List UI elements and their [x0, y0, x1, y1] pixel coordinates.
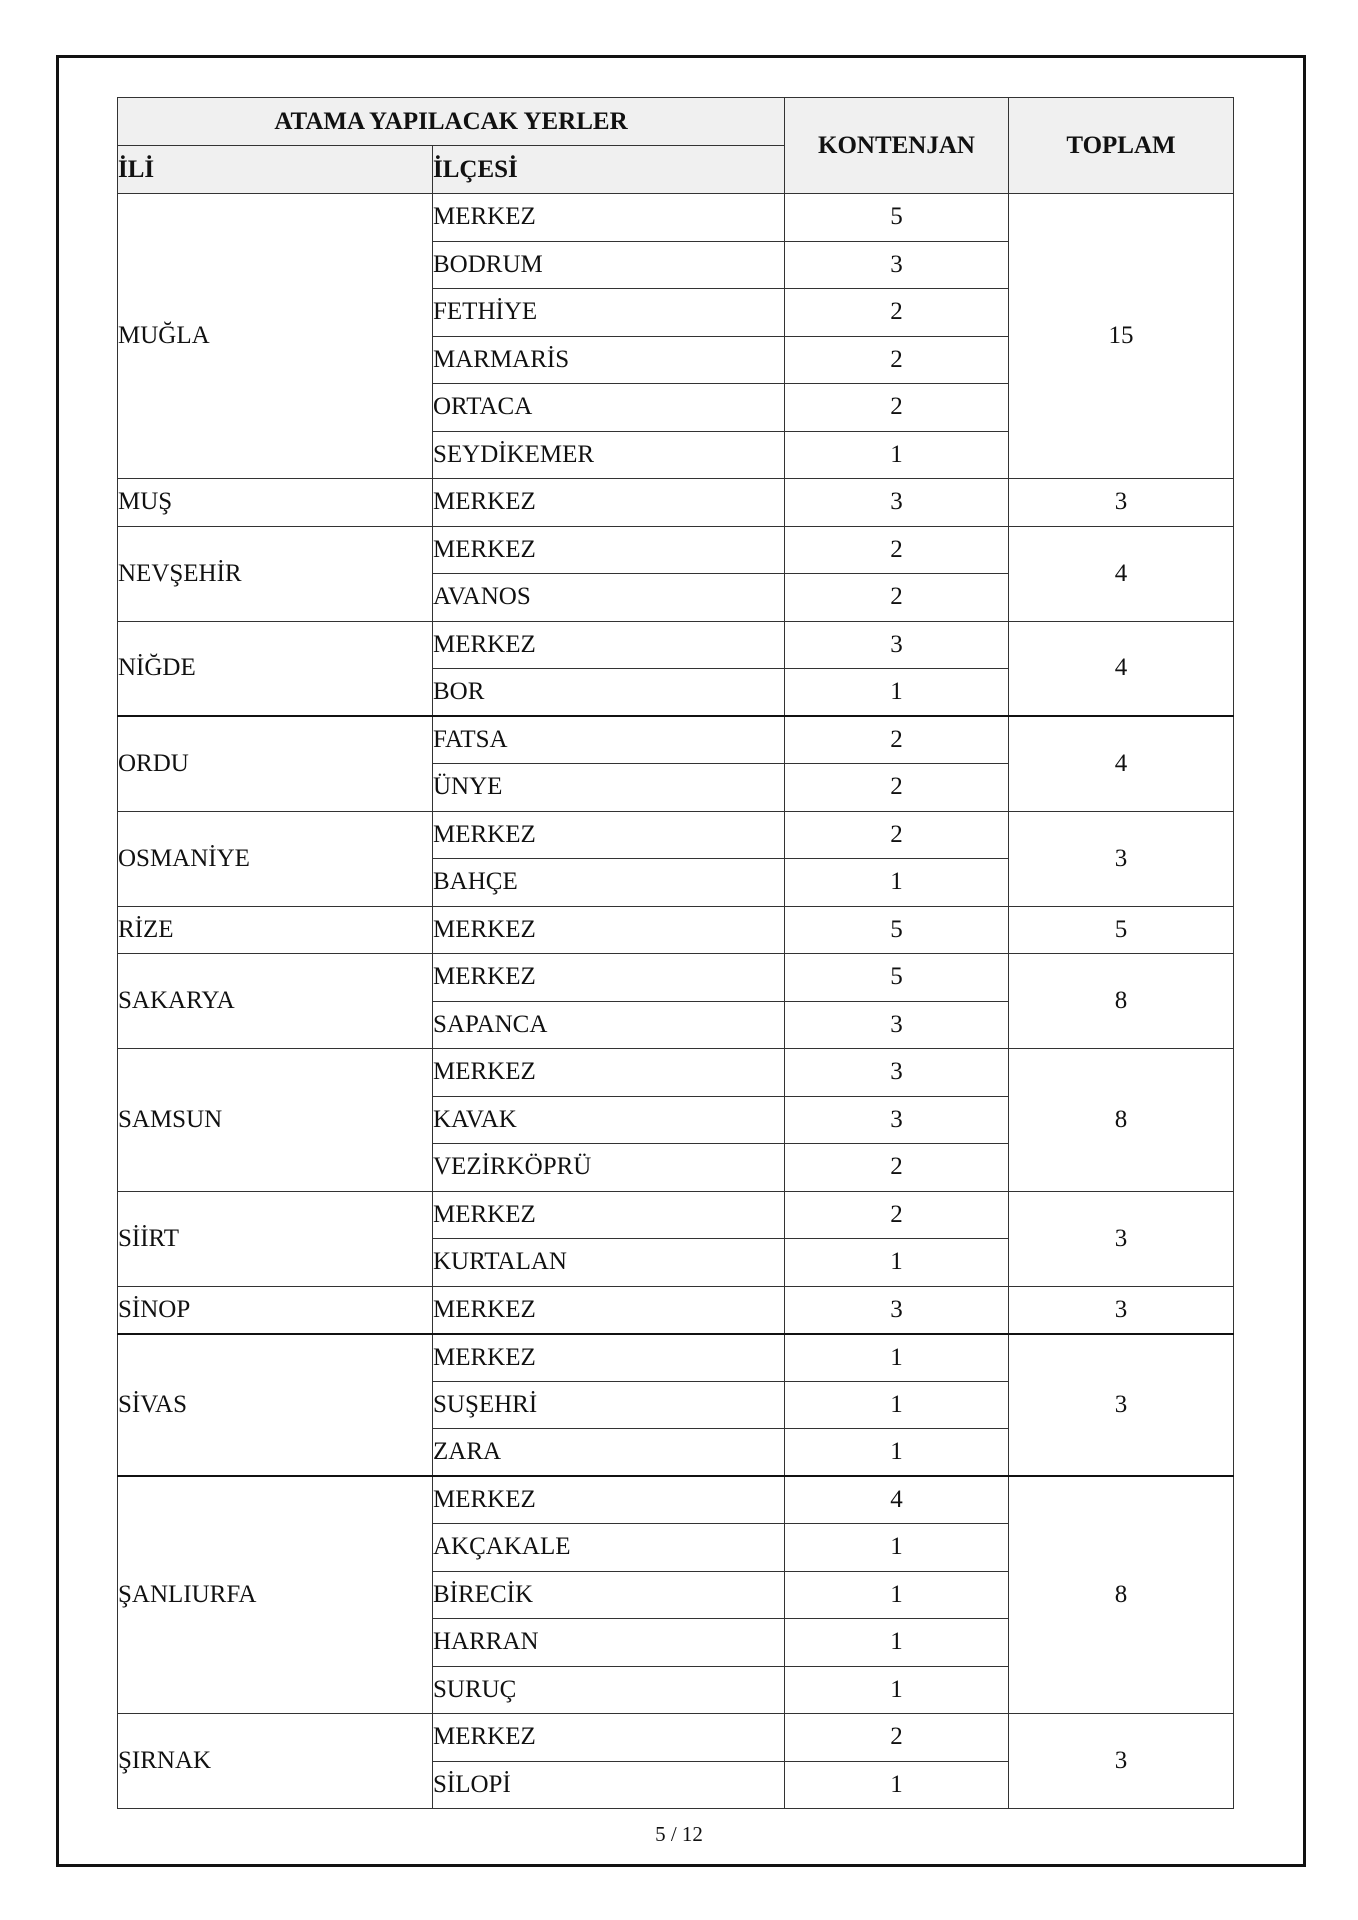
column-header-ilce: İLÇESİ	[433, 146, 785, 194]
province-total: 3	[1009, 811, 1234, 906]
province-name: SİVAS	[118, 1334, 433, 1477]
district-quota: 3	[785, 479, 1009, 527]
province-total: 3	[1009, 1714, 1234, 1809]
table-row	[118, 716, 1234, 764]
province-total: 5	[1009, 906, 1234, 954]
district-name: ZARA	[433, 1429, 785, 1477]
district-quota: 1	[785, 1334, 1009, 1382]
district-quota: 3	[785, 1286, 1009, 1334]
district-name: BOR	[433, 669, 785, 717]
province-name: SAMSUN	[118, 1049, 433, 1192]
district-quota: 2	[785, 1191, 1009, 1239]
province-total: 4	[1009, 526, 1234, 621]
table-row	[118, 479, 1234, 527]
district-name: AKÇAKALE	[433, 1524, 785, 1572]
table-row	[118, 1191, 1234, 1239]
district-quota: 2	[785, 289, 1009, 337]
province-total: 4	[1009, 621, 1234, 716]
district-name: MERKEZ	[433, 1049, 785, 1097]
district-name: MERKEZ	[433, 1476, 785, 1524]
table-row	[118, 954, 1234, 1002]
district-name: VEZİRKÖPRÜ	[433, 1144, 785, 1192]
table-row	[118, 1334, 1234, 1382]
group-title: ATAMA YAPILACAK YERLER	[118, 98, 785, 146]
district-quota: 3	[785, 241, 1009, 289]
allocation-table	[117, 97, 1234, 1809]
table-row	[118, 811, 1234, 859]
district-name: SUŞEHRİ	[433, 1381, 785, 1429]
column-header-toplam: TOPLAM	[1009, 98, 1234, 194]
district-quota: 1	[785, 1619, 1009, 1667]
district-name: MERKEZ	[433, 906, 785, 954]
table-row	[118, 1286, 1234, 1334]
column-header-il: İLİ	[118, 146, 433, 194]
province-name: SİNOP	[118, 1286, 433, 1334]
province-total: 15	[1009, 194, 1234, 479]
province-name: ORDU	[118, 716, 433, 811]
district-quota: 4	[785, 1476, 1009, 1524]
district-quota: 5	[785, 954, 1009, 1002]
province-name: SİİRT	[118, 1191, 433, 1286]
district-quota: 1	[785, 859, 1009, 907]
district-quota: 2	[785, 384, 1009, 432]
province-name: RİZE	[118, 906, 433, 954]
province-total: 8	[1009, 954, 1234, 1049]
table-row	[118, 1714, 1234, 1762]
table-row	[118, 1049, 1234, 1097]
column-header-kontenjan: KONTENJAN	[785, 98, 1009, 194]
district-name: SEYDİKEMER	[433, 431, 785, 479]
district-name: SAPANCA	[433, 1001, 785, 1049]
district-name: AVANOS	[433, 574, 785, 622]
province-total: 3	[1009, 479, 1234, 527]
table-header	[118, 98, 1234, 194]
province-name: ŞANLIURFA	[118, 1476, 433, 1714]
province-total: 3	[1009, 1286, 1234, 1334]
district-quota: 2	[785, 716, 1009, 764]
district-name: MERKEZ	[433, 1286, 785, 1334]
district-name: KURTALAN	[433, 1239, 785, 1287]
district-quota: 1	[785, 431, 1009, 479]
district-quota: 5	[785, 194, 1009, 242]
province-name: ŞIRNAK	[118, 1714, 433, 1809]
district-quota: 2	[785, 764, 1009, 812]
district-name: SURUÇ	[433, 1666, 785, 1714]
district-name: BAHÇE	[433, 859, 785, 907]
page-number: 5 / 12	[655, 1822, 703, 1846]
district-quota: 1	[785, 1761, 1009, 1809]
province-name: NİĞDE	[118, 621, 433, 716]
district-quota: 2	[785, 811, 1009, 859]
district-quota: 2	[785, 574, 1009, 622]
district-quota: 2	[785, 1714, 1009, 1762]
province-name: OSMANİYE	[118, 811, 433, 906]
district-name: ORTACA	[433, 384, 785, 432]
district-name: ÜNYE	[433, 764, 785, 812]
province-total: 4	[1009, 716, 1234, 811]
province-name: SAKARYA	[118, 954, 433, 1049]
district-quota: 3	[785, 1096, 1009, 1144]
table-row	[118, 526, 1234, 574]
district-quota: 1	[785, 1666, 1009, 1714]
table-row	[118, 194, 1234, 242]
district-quota: 1	[785, 1524, 1009, 1572]
table-row	[118, 1476, 1234, 1524]
province-total: 3	[1009, 1334, 1234, 1477]
district-quota: 1	[785, 669, 1009, 717]
district-name: MERKEZ	[433, 526, 785, 574]
district-quota: 1	[785, 1239, 1009, 1287]
district-quota: 2	[785, 336, 1009, 384]
district-name: MARMARİS	[433, 336, 785, 384]
district-name: SİLOPİ	[433, 1761, 785, 1809]
district-quota: 3	[785, 1001, 1009, 1049]
table-row	[118, 621, 1234, 669]
district-name: BİRECİK	[433, 1571, 785, 1619]
district-quota: 2	[785, 1144, 1009, 1192]
district-name: MERKEZ	[433, 954, 785, 1002]
district-name: MERKEZ	[433, 479, 785, 527]
district-name: MERKEZ	[433, 621, 785, 669]
district-quota: 1	[785, 1571, 1009, 1619]
district-name: MERKEZ	[433, 194, 785, 242]
district-name: KAVAK	[433, 1096, 785, 1144]
district-name: HARRAN	[433, 1619, 785, 1667]
district-quota: 2	[785, 526, 1009, 574]
district-name: BODRUM	[433, 241, 785, 289]
province-total: 8	[1009, 1049, 1234, 1192]
province-total: 3	[1009, 1191, 1234, 1286]
table-row	[118, 906, 1234, 954]
district-quota: 3	[785, 1049, 1009, 1097]
province-name: MUŞ	[118, 479, 433, 527]
district-name: MERKEZ	[433, 1334, 785, 1382]
table-body	[118, 194, 1234, 1809]
district-quota: 5	[785, 906, 1009, 954]
district-quota: 1	[785, 1381, 1009, 1429]
district-name: MERKEZ	[433, 811, 785, 859]
province-name: MUĞLA	[118, 194, 433, 479]
district-quota: 3	[785, 621, 1009, 669]
district-quota: 1	[785, 1429, 1009, 1477]
province-name: NEVŞEHİR	[118, 526, 433, 621]
district-name: FETHİYE	[433, 289, 785, 337]
district-name: MERKEZ	[433, 1714, 785, 1762]
province-total: 8	[1009, 1476, 1234, 1714]
district-name: FATSA	[433, 716, 785, 764]
district-name: MERKEZ	[433, 1191, 785, 1239]
